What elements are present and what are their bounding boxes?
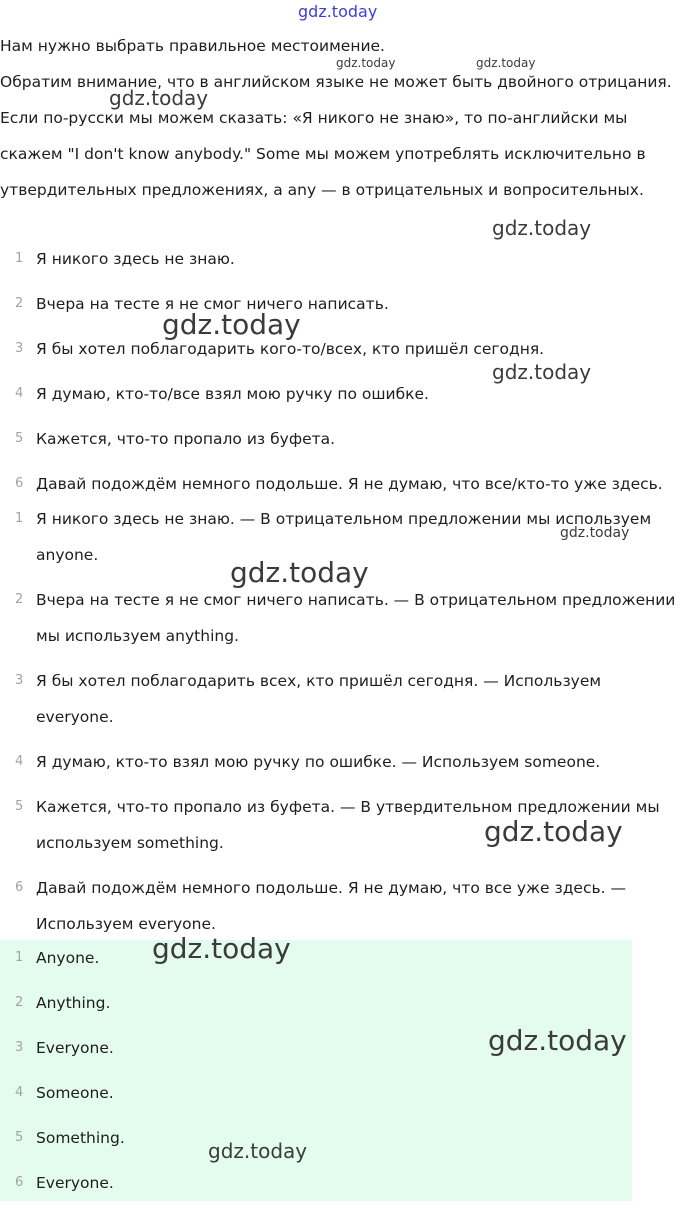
- watermark: gdz.today: [162, 308, 301, 341]
- watermark: gdz.today: [109, 86, 209, 110]
- list-item: [0, 870, 680, 942]
- item-number: 2: [15, 592, 24, 607]
- item-text: Anyone.: [36, 949, 100, 967]
- item-number: 6: [15, 476, 24, 491]
- item-number: 3: [15, 673, 24, 688]
- answers-box: [0, 940, 632, 1201]
- item-text: Everyone.: [36, 1039, 114, 1057]
- item-text: Кажется, что-то пропало из буфета. — В утвердительном предложении мы используем something.: [36, 798, 660, 852]
- watermark: gdz.today: [476, 56, 536, 70]
- intro-explanation: Обратим внимание, что в английском языке не может быть двойного отрицания. Если по-русски мы можем сказать: «Я никого не знаю», то по-английски мы скажем "I don't know anybody." Some мы можем употреблять исключительно в утвердительных предложениях, а any — в отрицательных и вопросительных.: [0, 73, 672, 199]
- intro: [0, 28, 676, 208]
- item-number: 2: [15, 296, 24, 311]
- watermark: gdz.today: [336, 56, 396, 70]
- item-text: Something.: [36, 1129, 125, 1147]
- item-number: 3: [15, 1040, 24, 1055]
- item-text: Вчера на тесте я не смог ничего написать. — В отрицательном предложении мы используем anything.: [36, 591, 676, 645]
- top-watermark: gdz.today: [298, 2, 378, 21]
- item-text: Someone.: [36, 1084, 114, 1102]
- item-text: Вчера на тесте я не смог ничего написать.: [36, 295, 389, 313]
- item-number: 6: [15, 880, 24, 895]
- item-text: Я бы хотел поблагодарить всех, кто пришёл сегодня. — Используем everyone.: [36, 672, 602, 726]
- item-text: Everyone.: [36, 1174, 114, 1192]
- list-item: [0, 940, 632, 976]
- list-item: [0, 1165, 632, 1201]
- watermark: gdz.today: [208, 1139, 308, 1163]
- item-number: 4: [15, 386, 24, 401]
- item-number: 1: [15, 950, 24, 965]
- list-item: [0, 582, 680, 654]
- item-text: Anything.: [36, 994, 111, 1012]
- item-text: Я никого здесь не знаю.: [36, 250, 235, 268]
- item-text: Давай подождём немного подольше. Я не думаю, что все уже здесь. — Используем everyone.: [36, 879, 626, 933]
- watermark: gdz.today: [152, 932, 291, 965]
- list-item: [0, 241, 680, 277]
- watermark: gdz.today: [560, 525, 630, 541]
- item-number: 4: [15, 754, 24, 769]
- item-number: 5: [15, 1130, 24, 1145]
- item-number: 1: [15, 251, 24, 266]
- item-text: Я думаю, кто-то взял мою ручку по ошибке. — Используем someone.: [36, 753, 601, 771]
- list-item: [0, 1120, 632, 1156]
- item-text: Кажется, что-то пропало из буфета.: [36, 430, 336, 448]
- list-item: [0, 466, 680, 502]
- watermark: gdz.today: [492, 360, 592, 384]
- list-item: [0, 286, 680, 322]
- list-item: [0, 421, 680, 457]
- item-number: 2: [15, 995, 24, 1010]
- list-item: [0, 744, 680, 780]
- item-number: 3: [15, 341, 24, 356]
- answer-list: [0, 940, 632, 1210]
- watermark: gdz.today: [488, 1024, 627, 1057]
- watermark: gdz.today: [230, 556, 369, 589]
- item-number: 5: [15, 799, 24, 814]
- list-item: [0, 1075, 632, 1111]
- watermark: gdz.today: [492, 216, 592, 240]
- intro-task: Нам нужно выбрать правильное местоимение.: [0, 37, 385, 55]
- list-item: [0, 663, 680, 735]
- item-number: 4: [15, 1085, 24, 1100]
- item-number: 6: [15, 1175, 24, 1190]
- watermark: gdz.today: [484, 815, 623, 848]
- item-text: Я никого здесь не знаю. — В отрицательном предложении мы используем anyone.: [36, 510, 652, 564]
- item-text: Давай подождём немного подольше. Я не думаю, что все/кто-то уже здесь.: [36, 475, 663, 493]
- item-text: Я бы хотел поблагодарить кого-то/всех, кто пришёл сегодня.: [36, 340, 545, 358]
- item-text: Я думаю, кто-то/все взял мою ручку по ошибке.: [36, 385, 429, 403]
- list-item: [0, 985, 632, 1021]
- item-number: 5: [15, 431, 24, 446]
- item-number: 1: [15, 511, 24, 526]
